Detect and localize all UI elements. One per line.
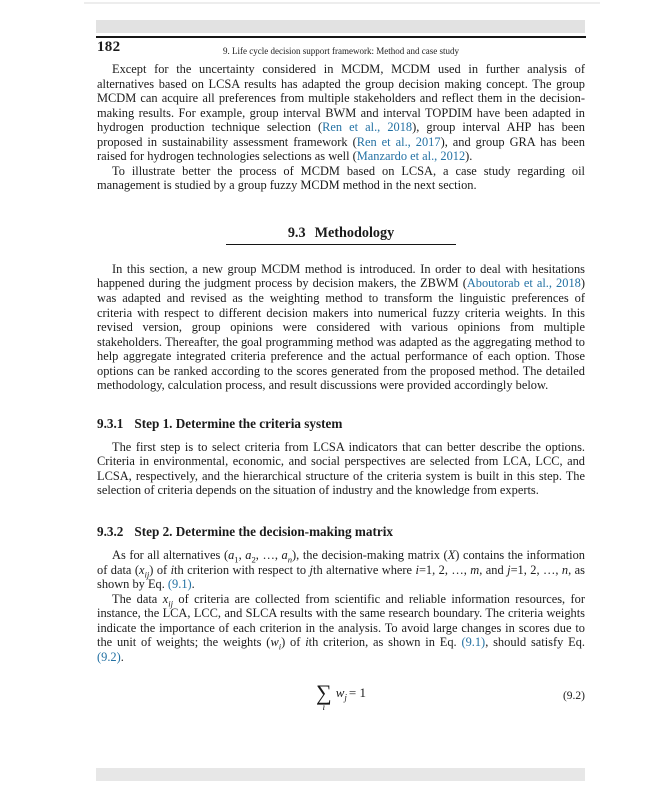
page-body	[97, 62, 585, 722]
summation-symbol: ∑ i	[316, 680, 332, 714]
page-gap-top	[96, 20, 585, 33]
citation-link[interactable]: (9.1)	[461, 635, 486, 650]
citation-link[interactable]: (9.2)	[97, 649, 121, 664]
section-heading-rule	[226, 244, 456, 245]
citation-link[interactable]: (9.1)	[167, 577, 192, 592]
page-gap-bottom	[96, 768, 585, 781]
subsection-number: 9.3.1	[97, 415, 124, 431]
page-number: 182	[97, 39, 121, 55]
citation-link[interactable]: Ren et al., 2018	[322, 120, 413, 135]
subsection-number: 9.3.2	[97, 524, 124, 540]
equation-expression: $w_j = 1$	[335, 685, 366, 703]
paragraph-intro-2: To illustrate better the process of MCDM based on LCSA, a case study regarding oil management is studied by a group fuzzy MCDM method in the next section.	[97, 163, 585, 193]
subsection-title: Step 2. Determine the decision-making matrix	[134, 524, 393, 540]
running-head	[96, 39, 586, 59]
paragraph-step2-1: As for all alternatives ($a_1$, $a_2$, …, $a_n$), the decision-making matrix (X) contains the information of data $(x_{ij})$ of ith criterion with respect to jth alternative where i=1, 2, …, m, and j=1, 2, …, n, as shown by Eq. (9.1).	[97, 548, 585, 592]
section-number: 9.3	[287, 224, 306, 241]
subsection-title: Step 1. Determine the criteria system	[134, 415, 343, 431]
chapter-title: 9. Life cycle decision support framework: Method and case study	[223, 46, 459, 56]
subsection-heading-step2	[97, 524, 585, 539]
paragraph-step1: The first step is to select criteria from LCSA indicators that can better describe the options. Criteria in environmental, economic, and social perspectives are selected from LCA, LCC, and LCSA, respectively, and the hierarchical structure of the criteria system is built in this step. The selection of criteria depends on the situation of industry and the knowledge from experts.	[97, 439, 585, 498]
paragraph-step2-2: The data $x_{ij}$ of criteria are collected from scientific and reliable information resources, for instance, the LCA, LCC, and SLCA results with the same research boundary. The criteria weights indicate the importance of each criterion in the analysis. To avoid large changes in scores due to the unit of weights; the weights $(w_i)$ of ith criterion, as shown in Eq. (9.1), should satisfy Eq. (9.2).	[97, 591, 585, 664]
header-rule	[96, 36, 586, 38]
previous-page-edge	[84, 2, 600, 4]
citation-link[interactable]: Aboutorab et al., 2018	[466, 276, 581, 291]
equation-number: (9.2)	[562, 690, 585, 703]
citation-link[interactable]: Manzardo et al., 2012	[356, 149, 466, 164]
citation-link[interactable]: Ren et al., 2017	[356, 134, 441, 149]
equation-9-2	[97, 682, 585, 722]
paragraph-intro-1: Except for the uncertainty considered in MCDM, MCDM used in further analysis of alternatives based on LCSA results has adapted the group decision making concept. The group MCDM can acquire all preferences from multiple stakeholders and reflect them in the decision-making results. For example, group interval BWM and interval TOPDIM have been adapted in hydrogen production technique selection (Ren et al., 2018), group interval AHP has been proposed in sustainability assessment framework (Ren et al., 2017), and group GRA has been raised for hydrogen technologies selections as well (Manzardo et al., 2012).	[97, 62, 585, 164]
subsection-heading-step1	[97, 416, 585, 431]
paragraph-methodology: In this section, a new group MCDM method is introduced. In order to deal with hesitations happened during the judgment process by decision makers, the ZBWM (Aboutorab et al., 2018) was adapted and revised as the weighting method to transform the linguistic preferences of criteria with respect to different decision makers into numerical fuzzy criteria weights. In this revised version, group opinions were considered with various opinions from multiple stakeholders. Thereafter, the goal programming method was adapted as the aggregating method to help aggregate integrated criteria preference and the actual performance of each option. Those options can be ranked according to the scores generated from the proposed method. The detailed methodology, calculation process, and result discussions were provided accordingly below.	[97, 261, 585, 393]
section-title: Methodology	[314, 224, 395, 241]
section-heading-methodology	[97, 225, 585, 241]
